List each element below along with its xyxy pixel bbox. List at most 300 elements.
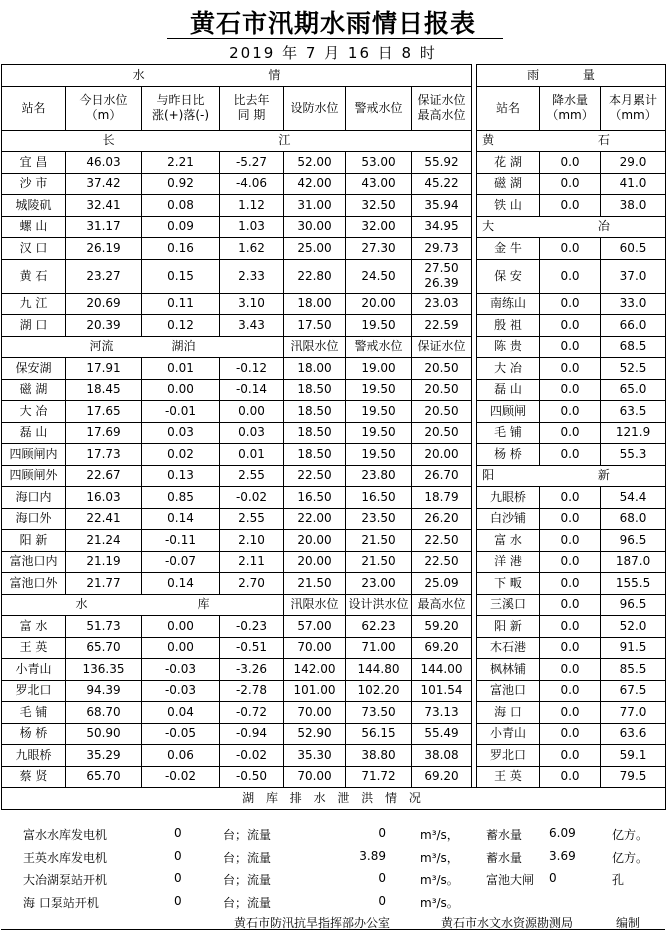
footer-org-flood-office: 黄石市防汛抗旱指挥部办公室 (234, 916, 391, 930)
rain-month-total: 67.5 (601, 680, 666, 702)
rain-station-name: 枫林铺 (477, 659, 540, 681)
discharge-item-name: 海 口泵站开机 (23, 895, 99, 910)
lake-year-compare: 0.03 (220, 422, 284, 444)
rain-month-total: 63.5 (601, 401, 666, 423)
lake-header-flood-limit: 汛限水位 (284, 336, 346, 358)
river-year-compare: 1.03 (220, 216, 284, 238)
river-station-name: 沙 市 (2, 173, 66, 195)
river-station-name: 城陵矶 (2, 195, 66, 217)
title-underline (167, 38, 503, 39)
reservoir-warning-level-3: 55.49 (412, 723, 472, 745)
rain-month-total: 54.4 (601, 487, 666, 509)
lake-header-river: 河流 (89, 339, 114, 354)
river-warning-level-2: 27.30 (346, 238, 412, 260)
rain-station-name: 金 牛 (477, 238, 540, 260)
rain-month-total: 41.0 (601, 173, 666, 195)
river-warning-level-2: 20.00 (346, 293, 412, 315)
lake-year-compare: 2.55 (220, 465, 284, 487)
rain-station-name: 四顾闸 (477, 401, 540, 423)
table-row (2, 745, 666, 767)
river-station-name: 螺 山 (2, 216, 66, 238)
rain-precip-value: 0.0 (540, 680, 601, 702)
lake-today-level: 16.03 (66, 487, 142, 509)
table-row (2, 216, 666, 238)
rain-precip-value: 0.0 (540, 508, 601, 530)
river-warning-level-3: 55.92 (412, 152, 472, 174)
river-today-level: 20.69 (66, 293, 142, 315)
discharge-flow-unit: m³/s。 (420, 895, 459, 910)
rain-header-2: 本月累计 （mm） (601, 86, 666, 130)
lake-daily-change: -0.07 (142, 551, 220, 573)
discharge-flow-unit: m³/s， (420, 850, 459, 865)
table-row (2, 487, 666, 509)
lake-daily-change: 0.01 (142, 358, 220, 380)
lake-warning-level-2: 21.50 (346, 551, 412, 573)
rain-month-total: 29.0 (601, 152, 666, 174)
river-year-compare: 2.33 (220, 259, 284, 293)
lake-year-compare: -0.02 (220, 487, 284, 509)
discharge-flow-unit: m³/s。 (420, 873, 459, 887)
rain-station-name: 下 畈 (477, 573, 540, 595)
reservoir-today-level: 51.73 (66, 616, 142, 638)
lake-daily-change: 0.14 (142, 508, 220, 530)
discharge-unit-label: 台；流量 (223, 895, 272, 910)
rain-precip-value: 0.0 (540, 293, 601, 315)
reservoir-warning-level-1: 142.00 (284, 659, 346, 681)
table-row (2, 573, 666, 595)
rain-month-total: 85.5 (601, 659, 666, 681)
reservoir-station-name: 九眼桥 (2, 745, 66, 767)
discharge-title: 湖 库 排 水 泄 洪 情 况 (2, 788, 666, 810)
rain-month-total: 38.0 (601, 195, 666, 217)
rain-precip-value: 0.0 (540, 530, 601, 552)
reservoir-station-name: 罗北口 (2, 680, 66, 702)
river-warning-level-2: 19.50 (346, 315, 412, 337)
table-row (2, 401, 666, 423)
rain-station-name: 大 冶 (477, 358, 540, 380)
reservoir-year-compare: -0.94 (220, 723, 284, 745)
table-row (2, 680, 666, 702)
table-row (2, 659, 666, 681)
rain-precip-value: 0.0 (540, 616, 601, 638)
discharge-storage-label: 蓄水量 (486, 850, 523, 865)
lake-warning-level-1: 22.00 (284, 508, 346, 530)
river-today-level: 37.42 (66, 173, 142, 195)
table-row (2, 293, 666, 315)
reservoir-header-water: 水 (75, 597, 88, 612)
river-warning-level-1: 18.00 (284, 293, 346, 315)
rain-station-name: 保 安 (477, 259, 540, 293)
river-warning-level-2: 24.50 (346, 259, 412, 293)
river-warning-level-3: 29.73 (412, 238, 472, 260)
reservoir-warning-level-3: 69.20 (412, 766, 472, 788)
lake-today-level: 22.67 (66, 465, 142, 487)
table-row (2, 173, 666, 195)
lake-station-name: 磁 湖 (2, 379, 66, 401)
lake-warning-level-2: 19.50 (346, 422, 412, 444)
table-row (2, 723, 666, 745)
reservoir-station-name: 毛 铺 (2, 702, 66, 724)
lake-year-compare: -0.12 (220, 358, 284, 380)
lake-year-compare: 2.55 (220, 508, 284, 530)
lake-today-level: 17.73 (66, 444, 142, 466)
river-warning-level-1: 22.80 (284, 259, 346, 293)
river-daily-change: 0.92 (142, 173, 220, 195)
reservoir-warning-level-3: 59.20 (412, 616, 472, 638)
reservoir-year-compare: -0.23 (220, 616, 284, 638)
reservoir-daily-change: 0.06 (142, 745, 220, 767)
river-today-level: 20.39 (66, 315, 142, 337)
guarantee-level: 27.50 (424, 261, 459, 275)
table-row (2, 65, 666, 87)
river-year-compare: -5.27 (220, 152, 284, 174)
river-station-name: 九 江 (2, 293, 66, 315)
lake-warning-level-2: 23.80 (346, 465, 412, 487)
rain-station-name: 磊 山 (477, 379, 540, 401)
water-section-title: 水 情 (2, 65, 472, 87)
lake-daily-change: -0.01 (142, 401, 220, 423)
reservoir-warning-level-2: 102.20 (346, 680, 412, 702)
footer (0, 914, 666, 930)
river-today-level: 23.27 (66, 259, 142, 293)
reservoir-daily-change: -0.02 (142, 766, 220, 788)
table-row (2, 788, 666, 810)
rain-precip-value: 0.0 (540, 259, 601, 293)
table-row (2, 637, 666, 659)
rain-station-name: 富池口 (477, 680, 540, 702)
rain-month-total: 59.1 (601, 745, 666, 767)
discharge-unit-count: 0 (174, 826, 182, 840)
lake-station-name: 磊 山 (2, 422, 66, 444)
river-station-name: 湖 口 (2, 315, 66, 337)
lake-header-warning: 警戒水位 (346, 336, 412, 358)
water-header-1: 今日水位 （m） (66, 86, 142, 130)
table-row (2, 152, 666, 174)
rain-month-total: 60.5 (601, 238, 666, 260)
rain-month-total: 52.5 (601, 358, 666, 380)
discharge-flow-unit: m³/s， (420, 828, 459, 842)
river-daily-change: 0.15 (142, 259, 220, 293)
lake-warning-level-1: 20.00 (284, 530, 346, 552)
lake-warning-level-2: 19.00 (346, 358, 412, 380)
reservoir-warning-level-1: 52.90 (284, 723, 346, 745)
rain-month-total: 65.0 (601, 379, 666, 401)
lake-warning-level-3: 22.50 (412, 551, 472, 573)
river-warning-level-2: 32.00 (346, 216, 412, 238)
reservoir-today-level: 35.29 (66, 745, 142, 767)
reservoir-warning-level-3: 144.00 (412, 659, 472, 681)
table-row (2, 465, 666, 487)
table-row (2, 130, 666, 152)
discharge-unit-label: 台；流量 (223, 828, 272, 842)
discharge-item-name: 大冶湖泵站开机 (23, 873, 108, 887)
lake-daily-change: 0.85 (142, 487, 220, 509)
reservoir-year-compare: -3.26 (220, 659, 284, 681)
table-row (2, 315, 666, 337)
river-daily-change: 0.09 (142, 216, 220, 238)
lake-warning-level-2: 19.50 (346, 379, 412, 401)
lake-year-compare: 2.10 (220, 530, 284, 552)
table-row (2, 379, 666, 401)
river-year-compare: 3.10 (220, 293, 284, 315)
rain-precip-value: 0.0 (540, 487, 601, 509)
rain-month-total: 55.3 (601, 444, 666, 466)
rain-precip-value: 0.0 (540, 195, 601, 217)
discharge-storage-unit: 亿方。 (612, 850, 649, 865)
lake-warning-level-1: 18.00 (284, 358, 346, 380)
rain-precip-value: 0.0 (540, 152, 601, 174)
lake-warning-level-2: 19.50 (346, 444, 412, 466)
table-row (2, 259, 666, 293)
lake-daily-change: 0.03 (142, 422, 220, 444)
rain-station-name: 海 口 (477, 702, 540, 724)
rain-month-total: 155.5 (601, 573, 666, 595)
lake-daily-change: 0.14 (142, 573, 220, 595)
rain-month-total: 37.0 (601, 259, 666, 293)
table-row (2, 336, 666, 358)
rain-station-name: 铁 山 (477, 195, 540, 217)
reservoir-warning-level-1: 70.00 (284, 637, 346, 659)
discharge-unit-label: 台；流量 (223, 873, 272, 887)
reservoir-station-name: 小青山 (2, 659, 66, 681)
rain-precip-value: 0.0 (540, 573, 601, 595)
lake-today-level: 17.69 (66, 422, 142, 444)
reservoir-warning-level-2: 71.72 (346, 766, 412, 788)
river-year-compare: 1.62 (220, 238, 284, 260)
rain-station-name: 富 水 (477, 530, 540, 552)
rain-station-name: 王 英 (477, 766, 540, 788)
river-warning-level-3: 23.03 (412, 293, 472, 315)
river-year-compare: -4.06 (220, 173, 284, 195)
discharge-storage-unit: 亿方。 (612, 828, 649, 842)
rain-precip-value: 0.0 (540, 379, 601, 401)
river-group-label: 长 江 (2, 130, 472, 152)
reservoir-year-compare: -2.78 (220, 680, 284, 702)
reservoir-warning-level-1: 70.00 (284, 766, 346, 788)
discharge-flow-value: 3.89 (359, 848, 386, 863)
lake-station-name: 阳 新 (2, 530, 66, 552)
rain-precip-value: 0.0 (540, 358, 601, 380)
rain-month-total: 96.5 (601, 594, 666, 616)
reservoir-warning-level-3: 38.08 (412, 745, 472, 767)
rain-month-total: 68.5 (601, 336, 666, 358)
lake-header-lake: 湖泊 (171, 339, 196, 354)
lake-year-compare: 0.00 (220, 401, 284, 423)
lake-warning-level-3: 20.00 (412, 444, 472, 466)
reservoir-year-compare: -0.02 (220, 745, 284, 767)
rain-month-total: 91.5 (601, 637, 666, 659)
reservoir-today-level: 65.70 (66, 766, 142, 788)
reservoir-station-name: 蔡 贤 (2, 766, 66, 788)
lake-warning-level-1: 22.50 (284, 465, 346, 487)
lake-warning-level-2: 23.00 (346, 573, 412, 595)
lake-warning-level-1: 16.50 (284, 487, 346, 509)
reservoir-daily-change: 0.00 (142, 637, 220, 659)
reservoir-warning-level-2: 71.00 (346, 637, 412, 659)
lake-warning-level-2: 21.50 (346, 530, 412, 552)
lake-warning-level-3: 20.50 (412, 422, 472, 444)
lake-today-level: 21.24 (66, 530, 142, 552)
lake-year-compare: 2.70 (220, 573, 284, 595)
lake-warning-level-3: 18.79 (412, 487, 472, 509)
lake-daily-change: 0.02 (142, 444, 220, 466)
reservoir-warning-level-1: 70.00 (284, 702, 346, 724)
lake-warning-level-1: 18.50 (284, 422, 346, 444)
rain-month-total: 63.6 (601, 723, 666, 745)
reservoir-warning-level-3: 101.54 (412, 680, 472, 702)
rain-station-name: 木石港 (477, 637, 540, 659)
lake-year-compare: 0.01 (220, 444, 284, 466)
reservoir-header-reservoir: 库 (197, 597, 210, 612)
reservoir-warning-level-3: 73.13 (412, 702, 472, 724)
lake-warning-level-3: 20.50 (412, 358, 472, 380)
reservoir-station-name: 王 英 (2, 637, 66, 659)
lake-station-name: 保安湖 (2, 358, 66, 380)
lake-daily-change: 0.13 (142, 465, 220, 487)
lake-today-level: 18.45 (66, 379, 142, 401)
table-row (2, 238, 666, 260)
report-title: 黄石市汛期水雨情日报表 (189, 9, 476, 38)
rain-precip-value: 0.0 (540, 173, 601, 195)
table-row (2, 530, 666, 552)
river-daily-change: 0.16 (142, 238, 220, 260)
table-row (2, 86, 666, 130)
table-row (2, 444, 666, 466)
river-warning-level-2: 43.00 (346, 173, 412, 195)
lake-warning-level-2: 19.50 (346, 401, 412, 423)
reservoir-header-flood-limit: 汛限水位 (284, 594, 346, 616)
report-date: 2019 年 7 月 16 日 8 时 (229, 44, 437, 62)
lake-today-level: 22.41 (66, 508, 142, 530)
rain-station-name: 陈 贵 (477, 336, 540, 358)
rain-month-total: 66.0 (601, 315, 666, 337)
river-warning-level-2: 53.00 (346, 152, 412, 174)
footer-divider (1, 929, 665, 930)
lake-warning-level-3: 22.50 (412, 530, 472, 552)
rain-station-name: 小青山 (477, 723, 540, 745)
rain-month-total: 187.0 (601, 551, 666, 573)
rain-month-total: 68.0 (601, 508, 666, 530)
report-table (1, 64, 666, 810)
river-station-name: 黄 石 (2, 259, 66, 293)
rain-station-name: 南练山 (477, 293, 540, 315)
lake-warning-level-1: 18.50 (284, 379, 346, 401)
rain-station-name: 阳 新 (477, 616, 540, 638)
river-today-level: 31.17 (66, 216, 142, 238)
rain-precip-value: 0.0 (540, 659, 601, 681)
water-header-0: 站名 (2, 86, 66, 130)
discharge-unit-count: 0 (174, 871, 182, 885)
rain-station-name: 罗北口 (477, 745, 540, 767)
max-level: 26.39 (424, 276, 459, 290)
reservoir-warning-level-2: 56.15 (346, 723, 412, 745)
rain-group-label: 阳 新 (477, 465, 666, 487)
rain-group-label: 黄 石 (477, 130, 666, 152)
river-warning-level-1: 31.00 (284, 195, 346, 217)
reservoir-warning-level-2: 62.23 (346, 616, 412, 638)
river-warning-level-3: 22.59 (412, 315, 472, 337)
reservoir-year-compare: -0.51 (220, 637, 284, 659)
rain-month-total: 33.0 (601, 293, 666, 315)
rain-section-title: 雨 量 (477, 65, 666, 87)
lake-station-name: 富池口内 (2, 551, 66, 573)
lake-daily-change: -0.11 (142, 530, 220, 552)
rain-precip-value: 0.0 (540, 315, 601, 337)
river-warning-level-1: 30.00 (284, 216, 346, 238)
river-warning-level-1: 25.00 (284, 238, 346, 260)
rain-station-name: 杨 桥 (477, 444, 540, 466)
reservoir-year-compare: -0.50 (220, 766, 284, 788)
lake-warning-level-3: 25.09 (412, 573, 472, 595)
rain-precip-value: 0.0 (540, 702, 601, 724)
reservoir-station-name: 杨 桥 (2, 723, 66, 745)
rain-precip-value: 0.0 (540, 723, 601, 745)
table-row (2, 616, 666, 638)
reservoir-daily-change: -0.03 (142, 680, 220, 702)
reservoir-warning-level-2: 144.80 (346, 659, 412, 681)
lake-warning-level-1: 20.00 (284, 551, 346, 573)
rain-header-1: 降水量 （mm） (540, 86, 601, 130)
discharge-flow-value: 0 (378, 826, 386, 840)
rain-station-name: 毛 铺 (477, 422, 540, 444)
table-row (2, 358, 666, 380)
lake-today-level: 17.91 (66, 358, 142, 380)
discharge-item-name: 富水水库发电机 (23, 828, 108, 842)
discharge-storage-label: 蓄水量 (486, 828, 523, 842)
rain-station-name: 白沙铺 (477, 508, 540, 530)
lake-station-name: 大 冶 (2, 401, 66, 423)
water-header-4: 设防水位 (284, 86, 346, 130)
water-header-2: 与昨日比 涨(+)落(-) (142, 86, 220, 130)
reservoir-today-level: 68.70 (66, 702, 142, 724)
lake-warning-level-3: 26.20 (412, 508, 472, 530)
reservoir-today-level: 136.35 (66, 659, 142, 681)
discharge-flow-value: 0 (378, 871, 386, 885)
table-row (2, 422, 666, 444)
reservoir-header-max-level: 最高水位 (412, 594, 472, 616)
reservoir-daily-change: -0.03 (142, 659, 220, 681)
river-warning-level-3: 34.95 (412, 216, 472, 238)
discharge-item-name: 王英水库发电机 (23, 850, 108, 865)
rain-precip-value: 0.0 (540, 238, 601, 260)
rain-month-total: 52.0 (601, 616, 666, 638)
rain-precip-value: 0.0 (540, 336, 601, 358)
table-row (2, 195, 666, 217)
rain-station-name: 磁 湖 (477, 173, 540, 195)
river-year-compare: 1.12 (220, 195, 284, 217)
rain-precip-value: 0.0 (540, 594, 601, 616)
lake-warning-level-1: 18.50 (284, 444, 346, 466)
rain-precip-value: 0.0 (540, 745, 601, 767)
lake-warning-level-2: 23.50 (346, 508, 412, 530)
discharge-unit-label: 台；流量 (223, 850, 272, 865)
lake-today-level: 21.77 (66, 573, 142, 595)
river-warning-level-1: 17.50 (284, 315, 346, 337)
reservoir-warning-level-3: 69.20 (412, 637, 472, 659)
rain-month-total: 79.5 (601, 766, 666, 788)
reservoir-warning-level-2: 73.50 (346, 702, 412, 724)
lake-year-compare: -0.14 (220, 379, 284, 401)
rain-station-name: 花 湖 (477, 152, 540, 174)
river-warning-level-3: 45.22 (412, 173, 472, 195)
river-station-name: 宜 昌 (2, 152, 66, 174)
rain-station-name: 洋 港 (477, 551, 540, 573)
discharge-storage-unit: 孔 (612, 873, 625, 887)
reservoir-warning-level-1: 101.00 (284, 680, 346, 702)
reservoir-year-compare: -0.72 (220, 702, 284, 724)
rain-precip-value: 0.0 (540, 444, 601, 466)
rain-station-name: 九眼桥 (477, 487, 540, 509)
